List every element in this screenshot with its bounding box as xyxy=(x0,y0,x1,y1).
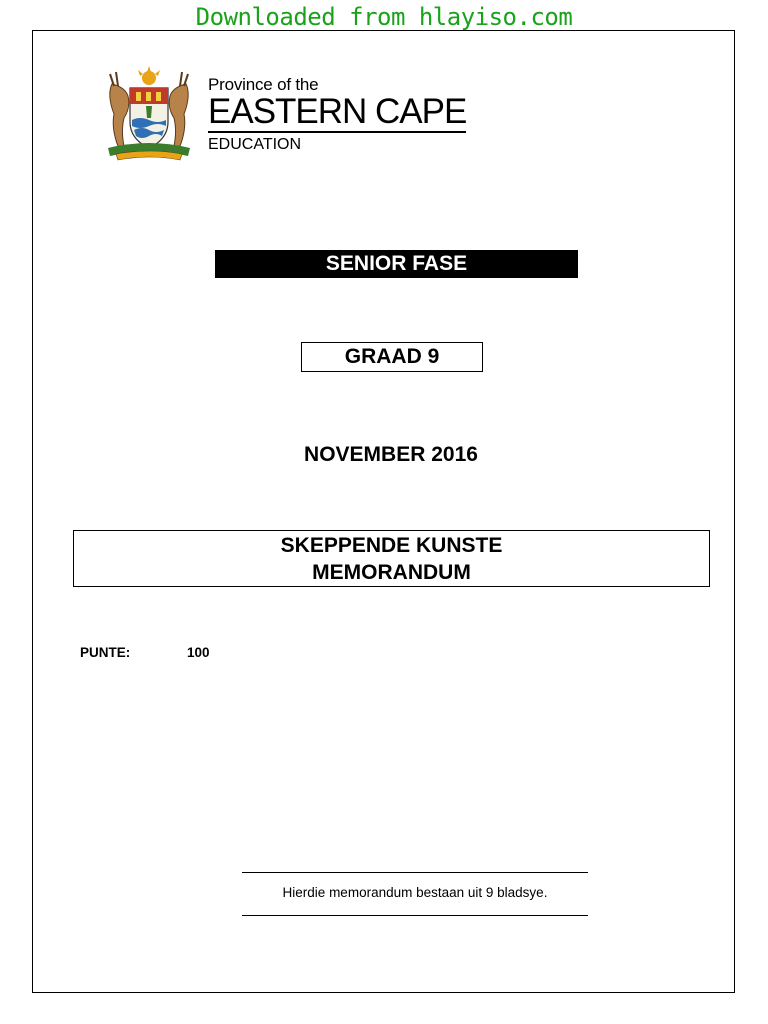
page-border xyxy=(32,30,735,993)
marks-label: PUNTE: xyxy=(80,645,131,660)
logo-province-name: EASTERN CAPE xyxy=(208,92,467,131)
page-count-note: Hierdie memorandum bestaan uit 9 bladsye. xyxy=(242,872,588,916)
logo-province-label: Province of the xyxy=(208,75,319,94)
document-type: MEMORANDUM xyxy=(312,561,471,584)
subject-title: SKEPPENDE KUNSTE xyxy=(280,534,503,557)
logo-wordmark xyxy=(208,76,466,155)
coat-of-arms-icon xyxy=(90,64,208,164)
phase-banner: SENIOR FASE xyxy=(215,250,578,278)
exam-date: NOVEMBER 2016 xyxy=(304,443,478,466)
grade-box: GRAAD 9 xyxy=(301,342,483,372)
subject-box xyxy=(73,530,710,587)
logo-department-label: EDUCATION xyxy=(208,136,302,153)
marks-value: 100 xyxy=(187,645,210,660)
department-logo xyxy=(90,64,470,164)
watermark-text: Downloaded from hlayiso.com xyxy=(195,3,573,31)
